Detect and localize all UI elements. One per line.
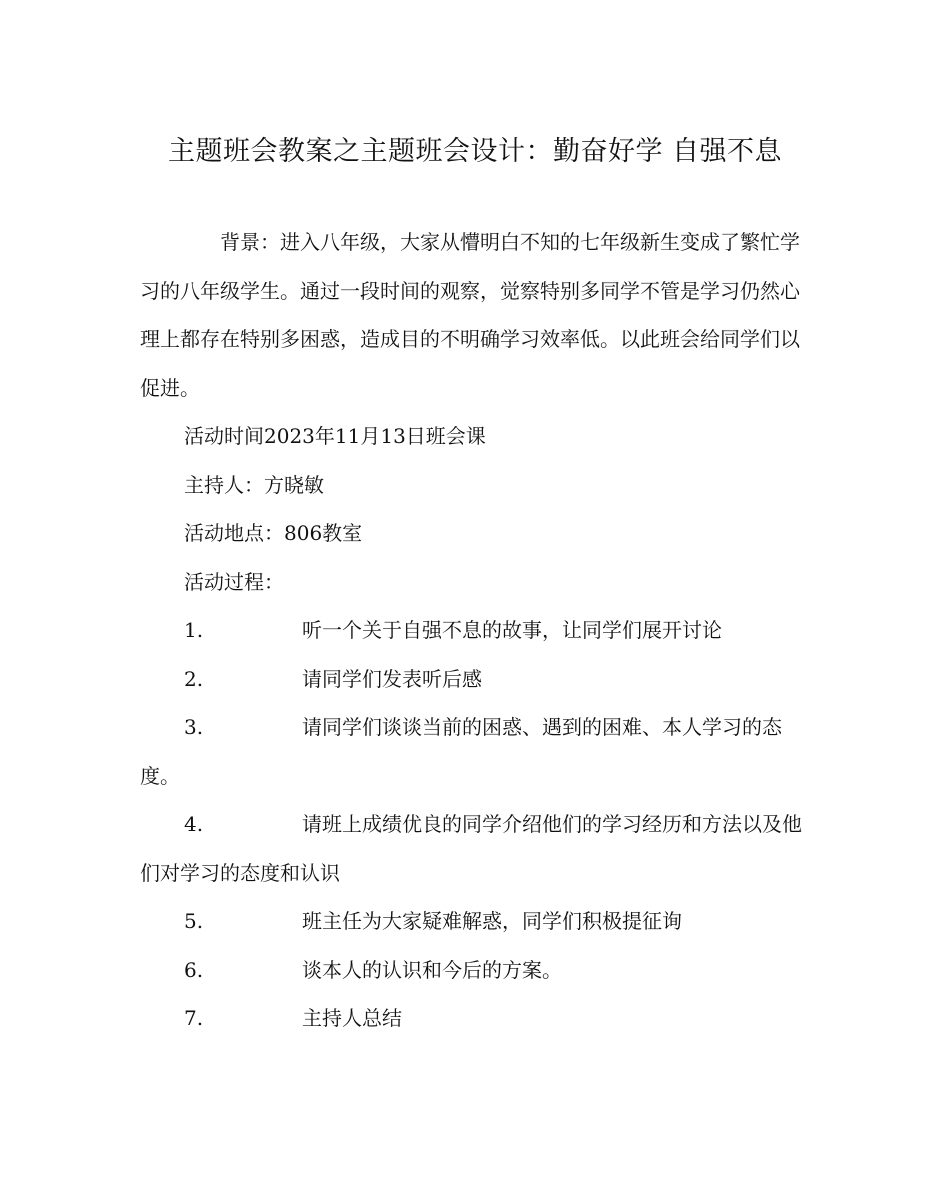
step-text: 谈本人的认识和今后的方案。 bbox=[302, 957, 562, 982]
process-heading: 活动过程： bbox=[184, 569, 284, 594]
step-item bbox=[140, 703, 812, 800]
step-number: 4. bbox=[184, 812, 204, 836]
step-item bbox=[140, 800, 812, 897]
step-number: 2. bbox=[184, 666, 204, 691]
step-text: 听一个关于自强不息的故事，让同学们展开讨论 bbox=[302, 618, 722, 642]
step-text: 请班上成绩优良的同学介绍他们的学习经历和方法以及他们对学习的态度和认识 bbox=[140, 812, 802, 885]
step-item bbox=[140, 897, 812, 946]
step-text: 请同学们谈谈当前的困惑、遇到的困难、本人学习的态度。 bbox=[140, 715, 782, 788]
step-item bbox=[140, 655, 812, 704]
step-number: 1. bbox=[184, 618, 204, 642]
step-text: 请同学们发表听后感 bbox=[302, 666, 482, 691]
activity-location: 活动地点：806教室 bbox=[184, 521, 363, 545]
step-number: 6. bbox=[184, 957, 204, 982]
step-text: 班主任为大家疑难解惑，同学们积极提征询 bbox=[302, 909, 682, 933]
document-title: 主题班会教案之主题班会设计：勤奋好学 自强不息 bbox=[167, 136, 783, 167]
step-item bbox=[140, 994, 812, 1043]
background-paragraph: 背景：进入八年级，大家从懵明白不知的七年级新生变成了繁忙学习的八年级学生。通过一段时间的观察，觉察特别多同学不管是学习仍然心理上都存在特别多困惑，造成目的不明确学习效率低。以此班会给同学们以促进。 bbox=[140, 230, 800, 400]
step-item bbox=[140, 946, 812, 995]
activity-time: 活动时间2023年11月13日班会课 bbox=[184, 424, 486, 448]
step-text: 主持人总结 bbox=[302, 1006, 402, 1030]
step-item bbox=[140, 606, 812, 655]
step-number: 3. bbox=[184, 715, 204, 739]
step-number: 7. bbox=[184, 1006, 204, 1030]
step-number: 5. bbox=[184, 909, 204, 933]
document-body bbox=[140, 218, 812, 1043]
activity-host: 主持人：方晓敏 bbox=[184, 472, 324, 497]
